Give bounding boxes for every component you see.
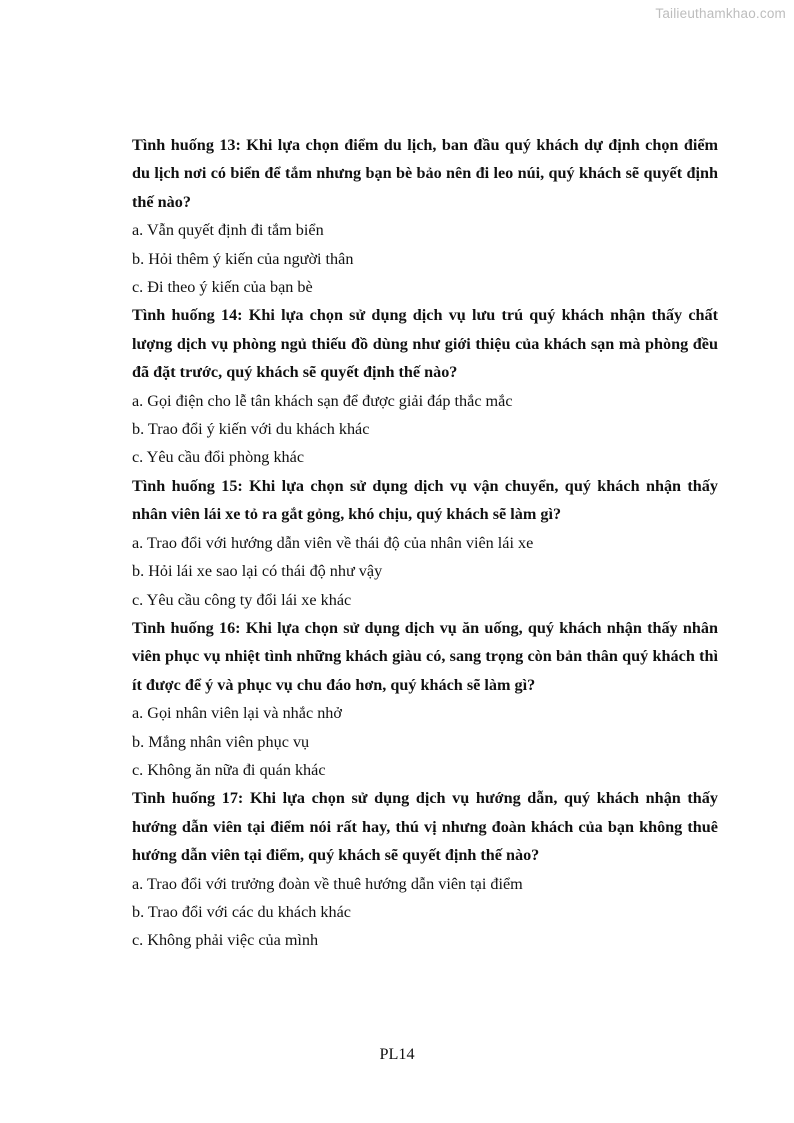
option-b: b. Trao đổi với các du khách khác [132,902,351,921]
option-b: b. Hỏi lái xe sao lại có thái độ như vậy [132,562,383,581]
option-a: a. Gọi nhân viên lại và nhắc nhở [132,704,342,723]
option-a: a. Trao đổi với trưởng đoàn về thuê hướng dẫn viên tại điểm [132,874,523,893]
option-a: a. Gọi điện cho lễ tân khách sạn để được giải đáp thắc mắc [132,391,513,410]
situation-13 [132,131,718,301]
option-b: b. Trao đổi ý kiến với du khách khác [132,420,370,439]
situation-17 [132,784,718,954]
situation-16 [132,614,718,784]
option-a: a. Trao đổi với hướng dẫn viên về thái độ của nhân viên lái xe [132,533,534,552]
situation-question: Tình huống 13: Khi lựa chọn điểm du lịch, ban đầu quý khách dự định chọn điểm du lịch nơi có biển để tắm nhưng bạn bè bảo nên đi leo núi, quý khách sẽ quyết định thế nào? [132,136,718,211]
option-c: c. Không ăn nữa đi quán khác [132,760,326,779]
situation-question: Tình huống 15: Khi lựa chọn sử dụng dịch vụ vận chuyển, quý khách nhận thấy nhân viên lái xe tỏ ra gắt gỏng, khó chịu, quý khách sẽ làm gì? [132,476,718,524]
option-b: b. Mắng nhân viên phục vụ [132,732,310,751]
document-body [132,131,718,955]
option-c: c. Yêu cầu đổi phòng khác [132,448,305,467]
option-c: c. Không phải việc của mình [132,931,319,950]
situation-question: Tình huống 17: Khi lựa chọn sử dụng dịch vụ hướng dẫn, quý khách nhận thấy hướng dẫn viên tại điểm nói rất hay, thú vị nhưng đoàn khách của bạn không thuê hướng dẫn viên tại điểm, quý khách sẽ quyết định thế nào? [132,789,718,865]
situation-question: Tình huống 16: Khi lựa chọn sử dụng dịch vụ ăn uống, quý khách nhận thấy nhân viên phục vụ nhiệt tình những khách giàu có, sang trọng còn bản thân quý khách thì ít được để ý và phục vụ chu đáo hơn, quý khách sẽ làm gì? [132,618,718,694]
watermark: Tailieuthamkhao.com [655,6,786,21]
situation-15 [132,472,718,614]
situation-14 [132,301,718,471]
option-b: b. Hỏi thêm ý kiến của người thân [132,249,354,268]
option-c: c. Yêu cầu công ty đổi lái xe khác [132,590,352,609]
page-number: PL14 [379,1045,415,1063]
option-c: c. Đi theo ý kiến của bạn bè [132,278,313,297]
option-a: a. Vẫn quyết định đi tắm biển [132,221,324,240]
situation-question: Tình huống 14: Khi lựa chọn sử dụng dịch vụ lưu trú quý khách nhận thấy chất lượng dịch vụ phòng ngủ thiếu đồ dùng như giới thiệu của khách sạn mà phòng đều đã đặt trước, quý khách sẽ quyết định thế nào? [132,306,718,382]
